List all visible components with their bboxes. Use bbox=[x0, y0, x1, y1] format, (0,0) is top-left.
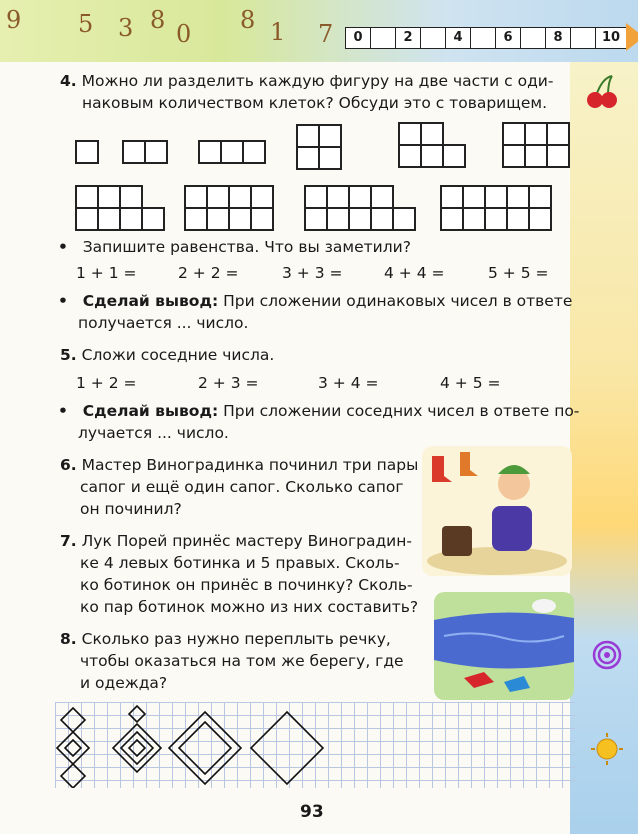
cell-figure bbox=[398, 122, 468, 166]
header-band bbox=[0, 0, 638, 62]
task8-text bbox=[60, 628, 430, 694]
task-line: Сложи соседние числа. bbox=[81, 346, 275, 364]
number-line-cell: 4 bbox=[445, 27, 471, 49]
number-line bbox=[345, 27, 638, 51]
equation: 3 + 3 = bbox=[282, 264, 343, 282]
cell-figure bbox=[184, 185, 274, 231]
number-line-cell bbox=[570, 27, 596, 49]
number-line-cell bbox=[420, 27, 446, 49]
sun-icon bbox=[590, 732, 624, 766]
equation: 1 + 2 = bbox=[76, 374, 137, 392]
number-line-cell: 0 bbox=[345, 27, 371, 49]
equation: 3 + 4 = bbox=[318, 374, 379, 392]
prompt-text: Запишите равенства. Что вы заметили? bbox=[82, 238, 411, 256]
cell-figure bbox=[304, 185, 416, 229]
spiral-icon bbox=[592, 640, 622, 670]
decor-digit: 8 bbox=[150, 6, 166, 34]
number-line-cell: 6 bbox=[495, 27, 521, 49]
cell-figure bbox=[198, 140, 266, 164]
task-line: ке 4 левых ботинка и 5 правых. Сколь- bbox=[80, 554, 400, 572]
decor-digit: 9 bbox=[6, 6, 22, 34]
equation: 2 + 3 = bbox=[198, 374, 259, 392]
equation: 4 + 4 = bbox=[384, 264, 445, 282]
task-line: Можно ли разделить каждую фигуру на две части с оди- bbox=[81, 72, 554, 90]
task-line: Мастер Виноградинка починил три пары bbox=[81, 456, 419, 474]
bullet: • bbox=[58, 292, 68, 310]
cell-figure bbox=[296, 124, 342, 170]
cell-figure bbox=[75, 185, 165, 229]
conclusion-text: При сложении одинаковых чисел в ответе bbox=[223, 292, 573, 310]
bullet: • bbox=[58, 238, 68, 256]
bullet: • bbox=[58, 402, 68, 420]
task-number: 8. bbox=[60, 630, 77, 648]
arrow-icon bbox=[626, 23, 638, 51]
conclusion-text: лучается ... число. bbox=[78, 424, 229, 442]
task-number: 7. bbox=[60, 532, 77, 550]
task-line: чтобы оказаться на том же берегу, где bbox=[80, 652, 404, 670]
equation: 4 + 5 = bbox=[440, 374, 501, 392]
number-line-cell bbox=[470, 27, 496, 49]
equation: 5 + 5 = bbox=[488, 264, 549, 282]
decor-digit: 3 bbox=[118, 14, 134, 42]
task-number: 4. bbox=[60, 72, 77, 90]
task-number: 6. bbox=[60, 456, 77, 474]
decor-digit: 1 bbox=[270, 18, 286, 46]
conclusion-text: При сложении соседних чисел в ответе по- bbox=[223, 402, 580, 420]
task4-prompt bbox=[58, 236, 411, 258]
number-line-cell: 10 bbox=[595, 27, 627, 49]
task-line: сапог и ещё один сапог. Сколько сапог bbox=[80, 478, 404, 496]
decor-digit: 7 bbox=[318, 20, 334, 48]
cell-figure bbox=[440, 185, 552, 231]
task4-conclusion bbox=[58, 290, 578, 334]
equation: 1 + 1 = bbox=[76, 264, 137, 282]
diamond-pattern bbox=[55, 702, 355, 788]
task-line: наковым количеством клеток? Обсуди это с товарищем. bbox=[82, 94, 547, 112]
number-line-cell: 8 bbox=[545, 27, 571, 49]
task7-text bbox=[60, 530, 430, 618]
task4-text bbox=[60, 70, 570, 114]
decor-digit: 8 bbox=[240, 6, 256, 34]
equation: 2 + 2 = bbox=[178, 264, 239, 282]
task-line: ко ботинок он принёс в починку? Сколь- bbox=[80, 576, 413, 594]
decor-digit: 0 bbox=[176, 20, 192, 48]
river-illustration bbox=[434, 592, 574, 700]
task5-conclusion bbox=[58, 400, 588, 444]
cell-figure bbox=[75, 140, 99, 164]
number-line-cell bbox=[370, 27, 396, 49]
number-line-cell bbox=[520, 27, 546, 49]
task-line: и одежда? bbox=[80, 674, 168, 692]
conclusion-text: получается ... число. bbox=[78, 314, 249, 332]
number-line-cell: 2 bbox=[395, 27, 421, 49]
task-number: 5. bbox=[60, 346, 77, 364]
task-line: Лук Порей принёс мастеру Виноградин- bbox=[81, 532, 412, 550]
shoemaker-illustration bbox=[422, 446, 572, 576]
conclusion-label: Сделай вывод: bbox=[82, 292, 219, 310]
cell-figure bbox=[502, 122, 570, 168]
cherry-icon bbox=[582, 72, 622, 112]
task-line: ко пар ботинок можно из них составить? bbox=[80, 598, 419, 616]
right-decor-strip bbox=[570, 62, 638, 834]
conclusion-label: Сделай вывод: bbox=[82, 402, 219, 420]
task-line: Сколько раз нужно переплыть речку, bbox=[81, 630, 391, 648]
task6-text bbox=[60, 454, 420, 520]
cell-figure bbox=[122, 140, 168, 164]
decor-digit: 5 bbox=[78, 10, 94, 38]
task5-text bbox=[60, 344, 274, 366]
page-number: 93 bbox=[300, 802, 324, 822]
task-line: он починил? bbox=[80, 500, 182, 518]
